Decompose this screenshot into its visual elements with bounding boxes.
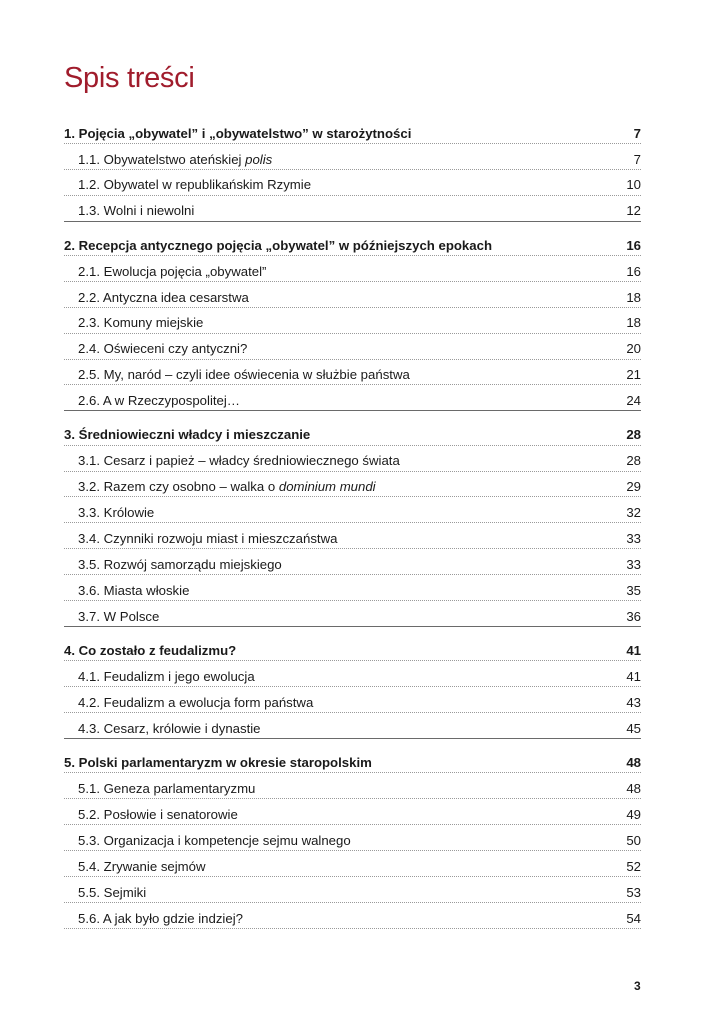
chapter-page-number: 41 [626, 643, 641, 659]
section-page-number: 43 [626, 694, 641, 710]
section-title-text: 3.3. Królowie [78, 505, 155, 521]
section-page-number: 49 [626, 806, 641, 822]
toc-section[interactable] [64, 713, 641, 739]
section-page-number: 10 [626, 177, 641, 193]
chapter-page-number: 7 [633, 125, 641, 141]
toc-section[interactable] [64, 903, 641, 929]
section-title-text: 5.5. Sejmiki [78, 884, 147, 900]
section-title [78, 204, 194, 217]
section-title-text: 2.3. Komuny miejskie [78, 315, 204, 331]
section-page-number: 7 [633, 151, 641, 167]
section-title [78, 670, 255, 683]
section-title [78, 696, 313, 709]
chapter-divider [64, 738, 641, 748]
chapter-title: 5. Polski parlamentaryzm w okresie staropolskim [64, 755, 372, 771]
section-title [78, 886, 146, 899]
toc-chapter[interactable] [64, 635, 641, 661]
toc-section[interactable] [64, 308, 641, 334]
chapter-title: 1. Pojęcia „obywatel” i „obywatelstwo” w starożytności [64, 125, 412, 141]
chapter-title: 4. Co zostało z feudalizmu? [64, 643, 237, 659]
section-title [78, 782, 255, 795]
section-title-text: 1.1. Obywatelstwo ateńskiej [78, 151, 246, 167]
section-title [78, 480, 376, 493]
toc-section[interactable] [64, 334, 641, 360]
section-title-text: 4.3. Cesarz, królowie i dynastie [78, 720, 261, 736]
section-title [78, 532, 337, 545]
section-title-text: 4.1. Feudalizm i jego ewolucja [78, 669, 255, 684]
section-title [78, 722, 261, 735]
chapter-page-number: 16 [626, 237, 641, 253]
toc-section[interactable] [64, 549, 641, 575]
section-title [78, 153, 272, 166]
toc-section[interactable] [64, 523, 641, 549]
toc-section[interactable] [64, 360, 641, 386]
toc-section[interactable] [64, 773, 641, 799]
section-title-text: 4.2. Feudalizm a ewolucja form państwa [78, 694, 314, 710]
section-title [78, 584, 189, 597]
toc-chapter[interactable] [64, 118, 641, 144]
toc-section[interactable] [64, 687, 641, 713]
page-title: Spis treści [64, 62, 195, 94]
toc-chapter[interactable] [64, 747, 641, 773]
section-page-number: 35 [626, 582, 641, 598]
section-title-text: 1.3. Wolni i niewolni [78, 203, 195, 219]
toc-chapter[interactable] [64, 420, 641, 446]
section-title-text: 2.5. My, naród – czyli idee oświecenia w służbie państwa [78, 367, 410, 383]
chapter-divider [64, 221, 641, 231]
section-page-number: 12 [626, 203, 641, 219]
section-page-number: 18 [626, 315, 641, 331]
toc-section[interactable] [64, 799, 641, 825]
section-title [78, 368, 410, 381]
section-title-text: 5.3. Organizacja i kompetencje sejmu walnego [78, 832, 351, 848]
section-page-number: 53 [626, 884, 641, 900]
toc-section[interactable] [64, 877, 641, 903]
page-number: 3 [634, 979, 641, 993]
section-title [78, 316, 203, 329]
section-page-number: 21 [626, 367, 641, 383]
section-page-number: 29 [626, 479, 641, 495]
toc-section[interactable] [64, 497, 641, 523]
section-title-text: 5.1. Geneza parlamentaryzmu [78, 781, 256, 797]
section-title-text: 3.4. Czynniki rozwoju miast i mieszczaństwa [78, 531, 338, 547]
section-title [78, 178, 311, 191]
section-page-number: 45 [626, 720, 641, 736]
section-page-number: 33 [626, 556, 641, 572]
section-title [78, 834, 351, 847]
section-page-number: 18 [626, 289, 641, 305]
toc-chapter[interactable] [64, 230, 641, 256]
section-page-number: 33 [626, 531, 641, 547]
toc-section[interactable] [64, 825, 641, 851]
toc-section[interactable] [64, 446, 641, 472]
section-page-number: 28 [626, 453, 641, 469]
section-title-text: 3.2. Razem czy osobno – walka o [78, 479, 279, 495]
section-page-number: 32 [626, 505, 641, 521]
table-of-contents [64, 118, 641, 929]
chapter-title: 3. Średniowieczni władcy i mieszczanie [64, 427, 311, 443]
section-title-text: 3.5. Rozwój samorządu miejskiego [78, 556, 282, 572]
section-title-text: 3.1. Cesarz i papież – władcy średniowiecznego świata [78, 453, 400, 469]
section-title-text: 5.2. Posłowie i senatorowie [78, 806, 238, 822]
toc-section[interactable] [64, 170, 641, 196]
toc-section[interactable] [64, 575, 641, 601]
toc-section[interactable] [64, 196, 641, 222]
section-title-text: 2.4. Oświeceni czy antyczni? [78, 341, 248, 357]
toc-section[interactable] [64, 472, 641, 498]
section-title [78, 610, 159, 623]
section-page-number: 54 [626, 910, 641, 926]
toc-section[interactable] [64, 385, 641, 411]
section-title-text: 2.1. Ewolucja pojęcia „obywatel” [78, 263, 267, 279]
section-title-text: 5.4. Zrywanie sejmów [78, 858, 206, 874]
toc-section[interactable] [64, 601, 641, 627]
section-title-text: 3.7. W Polsce [78, 608, 160, 624]
section-title [78, 506, 154, 519]
section-title-text: 2.6. A w Rzeczypospolitej… [78, 393, 240, 409]
section-page-number: 20 [626, 341, 641, 357]
toc-section[interactable] [64, 851, 641, 877]
section-title [78, 394, 240, 407]
section-title-italic: polis [245, 151, 273, 167]
section-page-number: 50 [626, 832, 641, 848]
section-page-number: 48 [626, 781, 641, 797]
section-title [78, 808, 238, 821]
toc-section[interactable] [64, 282, 641, 308]
section-title-text: 5.6. A jak było gdzie indziej? [78, 910, 243, 926]
chapter-page-number: 48 [626, 755, 641, 771]
section-title-italic: dominium mundi [278, 479, 376, 495]
toc-section[interactable] [64, 661, 641, 687]
toc-section[interactable] [64, 256, 641, 282]
toc-section[interactable] [64, 144, 641, 170]
section-page-number: 24 [626, 393, 641, 409]
chapter-divider [64, 626, 641, 636]
chapter-page-number: 28 [626, 427, 641, 443]
section-title [78, 265, 266, 278]
section-title-text: 3.6. Miasta włoskie [78, 582, 190, 598]
chapter-title: 2. Recepcja antycznego pojęcia „obywatel” w późniejszych epokach [64, 237, 492, 253]
section-title [78, 558, 282, 571]
section-page-number: 52 [626, 858, 641, 874]
section-page-number: 16 [626, 263, 641, 279]
section-title-text: 2.2. Antyczna idea cesarstwa [78, 289, 249, 305]
section-title [78, 291, 249, 304]
section-title-text: 1.2. Obywatel w republikańskim Rzymie [78, 177, 312, 193]
section-title [78, 860, 206, 873]
section-title [78, 912, 243, 925]
section-title [78, 342, 247, 355]
chapter-divider [64, 410, 641, 420]
section-title [78, 454, 400, 467]
section-page-number: 36 [626, 608, 641, 624]
section-page-number: 41 [626, 669, 641, 684]
